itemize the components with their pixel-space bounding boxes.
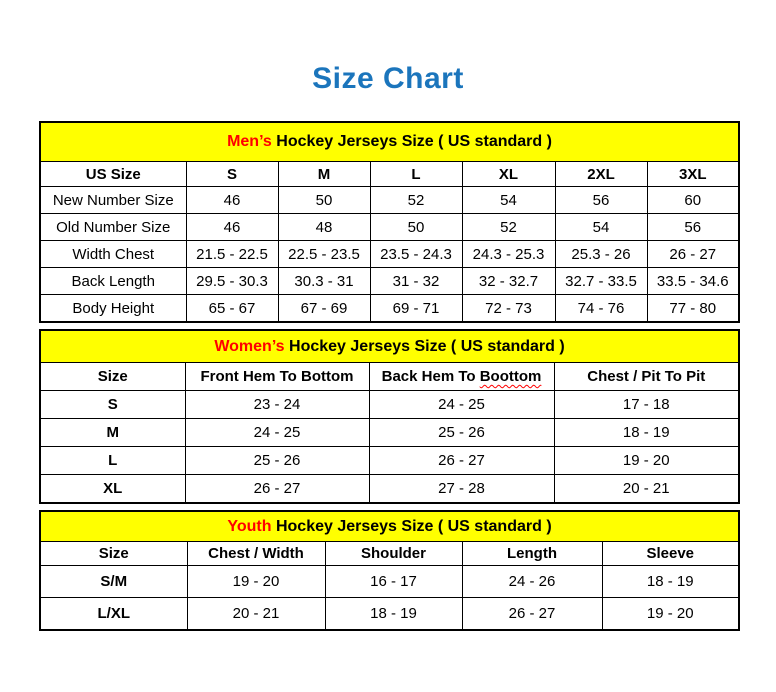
size-value-cell: 46 <box>186 187 278 214</box>
row-label: Body Height <box>40 295 186 323</box>
size-value-cell: 50 <box>278 187 370 214</box>
womens-banner-highlight: Women’s <box>214 337 285 355</box>
size-value-cell: 54 <box>555 214 647 241</box>
size-value-cell: 24 - 25 <box>369 391 554 419</box>
size-value-cell: 33.5 - 34.6 <box>647 268 739 295</box>
size-value-cell: 23 - 24 <box>185 391 369 419</box>
mens-header-row <box>40 162 739 187</box>
womens-banner-cell <box>40 330 739 363</box>
size-value-cell: 56 <box>555 187 647 214</box>
back-hem-prefix: Back Hem To <box>381 368 480 385</box>
size-value-cell: 24 - 25 <box>185 419 369 447</box>
size-value-cell: 32 - 32.7 <box>462 268 555 295</box>
table-row <box>40 241 739 268</box>
column-header-front-hem: Front Hem To Bottom <box>185 363 369 391</box>
table-row <box>40 214 739 241</box>
size-value-cell: 48 <box>278 214 370 241</box>
page-title: Size Chart <box>312 62 464 95</box>
size-chart-container <box>39 121 738 631</box>
mens-banner-cell <box>40 122 739 162</box>
size-value-cell: 31 - 32 <box>370 268 462 295</box>
size-value-cell: 25.3 - 26 <box>555 241 647 268</box>
size-value-cell: 26 - 27 <box>185 475 369 504</box>
size-value-cell: 30.3 - 31 <box>278 268 370 295</box>
column-header-size: Size <box>40 542 187 566</box>
row-label: M <box>40 419 185 447</box>
youth-size-table <box>39 510 740 631</box>
table-row <box>40 598 739 631</box>
size-value-cell: 20 - 21 <box>554 475 739 504</box>
row-label: L <box>40 447 185 475</box>
womens-section-banner <box>40 330 739 363</box>
mens-banner-highlight: Men’s <box>227 133 272 150</box>
table-row <box>40 566 739 598</box>
size-value-cell: 16 - 17 <box>325 566 462 598</box>
size-value-cell: 23.5 - 24.3 <box>370 241 462 268</box>
size-value-cell: 24.3 - 25.3 <box>462 241 555 268</box>
mens-banner-text: Hockey Jerseys Size ( US standard ) <box>271 133 552 150</box>
size-value-cell: 56 <box>647 214 739 241</box>
youth-banner-text: Hockey Jerseys Size ( US standard ) <box>271 517 552 535</box>
youth-banner-cell <box>40 511 739 542</box>
size-value-cell: 18 - 19 <box>554 419 739 447</box>
size-value-cell: 72 - 73 <box>462 295 555 323</box>
size-value-cell: 74 - 76 <box>555 295 647 323</box>
row-label: Back Length <box>40 268 186 295</box>
column-header-chest-width: Chest / Width <box>187 542 325 566</box>
column-header-2xl: 2XL <box>555 162 647 187</box>
size-value-cell: 26 - 27 <box>369 447 554 475</box>
size-value-cell: 69 - 71 <box>370 295 462 323</box>
size-value-cell: 29.5 - 30.3 <box>186 268 278 295</box>
size-value-cell: 32.7 - 33.5 <box>555 268 647 295</box>
column-header-us-size: US Size <box>40 162 186 187</box>
womens-header-row <box>40 363 739 391</box>
size-value-cell: 50 <box>370 214 462 241</box>
row-label: S/M <box>40 566 187 598</box>
column-header-shoulder: Shoulder <box>325 542 462 566</box>
size-value-cell: 18 - 19 <box>325 598 462 631</box>
size-value-cell: 52 <box>370 187 462 214</box>
size-value-cell: 26 - 27 <box>647 241 739 268</box>
size-value-cell: 77 - 80 <box>647 295 739 323</box>
column-header-back-hem <box>369 363 554 391</box>
youth-header-row <box>40 542 739 566</box>
column-header-sleeve: Sleeve <box>602 542 739 566</box>
womens-size-table <box>39 329 740 504</box>
size-value-cell: 17 - 18 <box>554 391 739 419</box>
table-row <box>40 187 739 214</box>
size-value-cell: 60 <box>647 187 739 214</box>
size-value-cell: 18 - 19 <box>602 566 739 598</box>
row-label: New Number Size <box>40 187 186 214</box>
size-value-cell: 54 <box>462 187 555 214</box>
table-row <box>40 268 739 295</box>
mens-size-table <box>39 121 740 323</box>
size-value-cell: 46 <box>186 214 278 241</box>
table-row <box>40 419 739 447</box>
size-value-cell: 21.5 - 22.5 <box>186 241 278 268</box>
size-value-cell: 26 - 27 <box>462 598 602 631</box>
column-header-length: Length <box>462 542 602 566</box>
size-value-cell: 27 - 28 <box>369 475 554 504</box>
size-value-cell: 52 <box>462 214 555 241</box>
table-row <box>40 295 739 323</box>
size-value-cell: 65 - 67 <box>186 295 278 323</box>
size-value-cell: 67 - 69 <box>278 295 370 323</box>
column-header-xl: XL <box>462 162 555 187</box>
youth-section-banner <box>40 511 739 542</box>
column-header-s: S <box>186 162 278 187</box>
row-label: XL <box>40 475 185 504</box>
womens-banner-text: Hockey Jerseys Size ( US standard ) <box>284 337 565 355</box>
column-header-3xl: 3XL <box>647 162 739 187</box>
size-value-cell: 19 - 20 <box>187 566 325 598</box>
column-header-l: L <box>370 162 462 187</box>
size-value-cell: 19 - 20 <box>602 598 739 631</box>
table-row <box>40 475 739 504</box>
size-value-cell: 25 - 26 <box>185 447 369 475</box>
size-value-cell: 22.5 - 23.5 <box>278 241 370 268</box>
size-value-cell: 24 - 26 <box>462 566 602 598</box>
row-label: Width Chest <box>40 241 186 268</box>
table-row <box>40 391 739 419</box>
misspelled-word-spellcheck: Boottom <box>479 368 542 385</box>
column-header-m: M <box>278 162 370 187</box>
size-value-cell: 19 - 20 <box>554 447 739 475</box>
size-value-cell: 25 - 26 <box>369 419 554 447</box>
row-label: S <box>40 391 185 419</box>
row-label: L/XL <box>40 598 187 631</box>
column-header-size: Size <box>40 363 185 391</box>
mens-section-banner <box>40 122 739 162</box>
size-value-cell: 20 - 21 <box>187 598 325 631</box>
youth-banner-highlight: Youth <box>227 517 272 535</box>
row-label: Old Number Size <box>40 214 186 241</box>
column-header-chest-pit: Chest / Pit To Pit <box>554 363 739 391</box>
table-row <box>40 447 739 475</box>
